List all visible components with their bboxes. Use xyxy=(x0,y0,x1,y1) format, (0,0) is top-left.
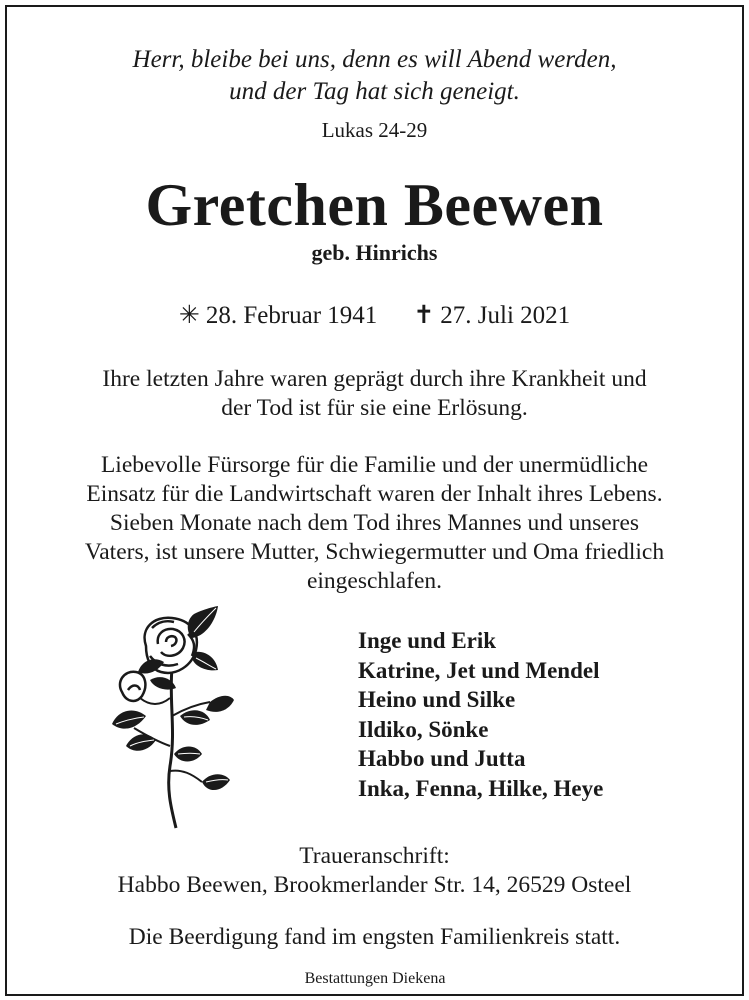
paragraph-life xyxy=(0,451,749,596)
address-label: Traueranschrift: xyxy=(299,843,450,869)
mourning-address xyxy=(0,842,749,900)
text-line: der Tod ist für sie eine Erlösung. xyxy=(221,395,528,421)
text-line: Einsatz für die Landwirtschaft waren der Inhalt ihres Lebens. xyxy=(86,481,663,507)
mourners-list xyxy=(358,626,603,803)
mourner-entry: Habbo und Jutta xyxy=(358,746,526,771)
mourner-entry: Katrine, Jet und Mendel xyxy=(358,657,600,683)
mourner-entry: Ildiko, Sönke xyxy=(358,716,489,742)
text-line: Vaters, ist unsere Mutter, Schwiegermutter und Oma friedlich xyxy=(84,539,665,565)
address-line: Habbo Beewen, Brookmerlander Str. 14, 26529 Osteel xyxy=(117,872,632,898)
mourner-entry: Heino und Silke xyxy=(358,687,516,712)
bible-quote xyxy=(0,44,749,108)
death-date: 27. Juli 2021 xyxy=(440,302,571,329)
rose-icon xyxy=(106,606,236,831)
text-line: Sieben Monate nach dem Tod ihres Mannes und unseres xyxy=(109,510,640,536)
funeral-note: Die Beerdigung fand im engsten Familienkreis statt. xyxy=(128,924,621,950)
funeral-home-name: Bestattungen Diekena xyxy=(304,970,446,987)
paragraph-illness xyxy=(0,365,749,423)
death-cross-icon: ✝ xyxy=(413,302,435,329)
quote-line-2: und der Tag hat sich geneigt. xyxy=(229,78,520,105)
deceased-name: Gretchen Beewen xyxy=(145,172,604,238)
birth-date: 28. Februar 1941 xyxy=(205,302,378,329)
quote-line-1: Herr, bleibe bei uns, denn es will Abend werden, xyxy=(132,46,617,73)
text-line: Liebevolle Fürsorge für die Familie und der unermüdliche xyxy=(100,452,649,478)
life-dates xyxy=(0,300,749,330)
maiden-name: geb. Hinrichs xyxy=(311,240,438,265)
quote-source: Lukas 24-29 xyxy=(321,118,428,142)
footer-badge xyxy=(276,964,474,994)
mourner-entry: Inge und Erik xyxy=(358,628,497,653)
text-line: Ihre letzten Jahre waren geprägt durch ihre Krankheit und xyxy=(102,366,647,392)
text-line: eingeschlafen. xyxy=(306,568,443,594)
mourner-entry: Inka, Fenna, Hilke, Heye xyxy=(358,775,604,801)
birth-star-icon: ✳ xyxy=(178,302,200,329)
